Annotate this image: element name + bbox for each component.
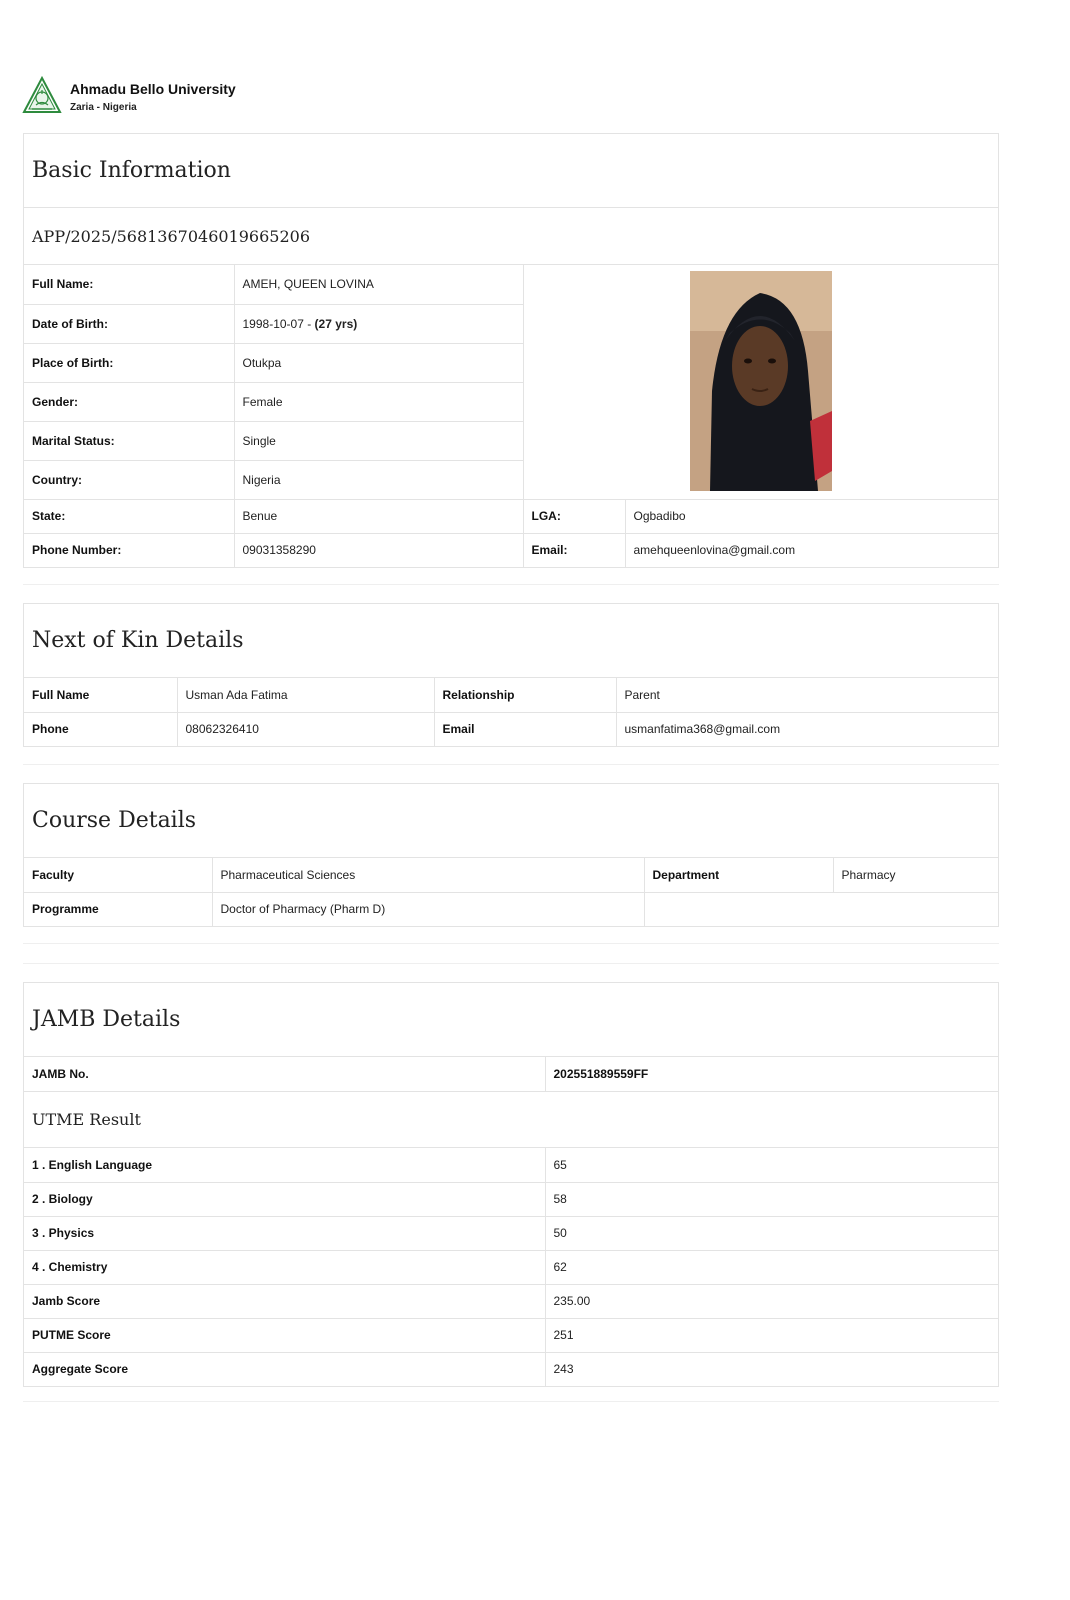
kin-name-label: Full Name	[24, 678, 177, 712]
utme-subject-label: 1 . English Language	[24, 1148, 545, 1182]
utme-subject-label: 3 . Physics	[24, 1216, 545, 1250]
putme-score-label: PUTME Score	[24, 1318, 545, 1352]
jamb-score-label: Jamb Score	[24, 1284, 545, 1318]
section-divider	[23, 584, 999, 585]
kin-email-value: usmanfatima368@gmail.com	[616, 712, 998, 746]
marital-status-value: Single	[234, 421, 523, 460]
phone-label: Phone Number:	[24, 533, 234, 567]
kin-phone-value: 08062326410	[177, 712, 434, 746]
kin-name-value: Usman Ada Fatima	[177, 678, 434, 712]
utme-subject-score: 50	[545, 1216, 998, 1250]
gender-value: Female	[234, 382, 523, 421]
dob-value	[234, 304, 523, 343]
course-details-card	[23, 783, 999, 927]
university-location: Zaria - Nigeria	[70, 102, 137, 113]
applicant-photo	[690, 271, 832, 491]
kin-relationship-value: Parent	[616, 678, 998, 712]
full-name-label: Full Name:	[24, 265, 234, 304]
jamb-details-title: JAMB Details	[24, 983, 998, 1057]
programme-value: Doctor of Pharmacy (Pharm D)	[212, 892, 644, 926]
full-name-value: AMEH, QUEEN LOVINA	[234, 265, 523, 304]
course-details-title: Course Details	[24, 784, 998, 858]
faculty-value: Pharmaceutical Sciences	[212, 858, 644, 892]
jamb-no-value: 202551889559FF	[545, 1057, 998, 1091]
phone-value: 09031358290	[234, 533, 523, 567]
state-label: State:	[24, 499, 234, 533]
jamb-no-label: JAMB No.	[24, 1057, 545, 1091]
kin-phone-label: Phone	[24, 712, 177, 746]
aggregate-score-label: Aggregate Score	[24, 1352, 545, 1386]
section-divider	[23, 963, 999, 964]
faculty-label: Faculty	[24, 858, 212, 892]
utme-subject-score: 62	[545, 1250, 998, 1284]
utme-subject-label: 2 . Biology	[24, 1182, 545, 1216]
dob-date: 1998-10-07 -	[242, 316, 315, 331]
section-divider	[23, 943, 999, 944]
lga-label: LGA:	[523, 499, 625, 533]
place-of-birth-value: Otukpa	[234, 343, 523, 382]
aggregate-score-value: 243	[545, 1352, 998, 1386]
next-of-kin-table	[24, 678, 998, 746]
application-number: APP/2025/5681367046019665206	[24, 208, 998, 265]
email-value: amehqueenlovina@gmail.com	[625, 533, 998, 567]
dob-label: Date of Birth:	[24, 304, 234, 343]
jamb-details-card	[23, 982, 999, 1387]
putme-score-value: 251	[545, 1318, 998, 1352]
jamb-number-table	[24, 1057, 998, 1091]
abu-crest-icon	[22, 76, 62, 116]
country-value: Nigeria	[234, 460, 523, 499]
country-label: Country:	[24, 460, 234, 499]
basic-information-table	[24, 265, 998, 567]
photo-cell	[523, 265, 998, 499]
basic-information-card	[23, 133, 999, 568]
lga-value: Ogbadibo	[625, 499, 998, 533]
email-label: Email:	[523, 533, 625, 567]
state-value: Benue	[234, 499, 523, 533]
empty-cell	[644, 892, 998, 926]
kin-relationship-label: Relationship	[434, 678, 616, 712]
next-of-kin-card	[23, 603, 999, 747]
programme-label: Programme	[24, 892, 212, 926]
utme-subject-label: 4 . Chemistry	[24, 1250, 545, 1284]
course-details-table	[24, 858, 998, 926]
utme-result-table	[24, 1148, 998, 1386]
department-label: Department	[644, 858, 833, 892]
place-of-birth-label: Place of Birth:	[24, 343, 234, 382]
section-divider	[23, 764, 999, 765]
kin-email-label: Email	[434, 712, 616, 746]
section-divider	[23, 1401, 999, 1402]
university-header	[22, 76, 236, 116]
gender-label: Gender:	[24, 382, 234, 421]
dob-age: (27 yrs)	[314, 316, 358, 331]
university-name: Ahmadu Bello University	[70, 81, 236, 97]
marital-status-label: Marital Status:	[24, 421, 234, 460]
jamb-score-value: 235.00	[545, 1284, 998, 1318]
utme-subject-score: 65	[545, 1148, 998, 1182]
utme-subject-score: 58	[545, 1182, 998, 1216]
department-value: Pharmacy	[833, 858, 998, 892]
basic-information-title: Basic Information	[24, 134, 998, 208]
utme-result-title: UTME Result	[24, 1091, 998, 1148]
next-of-kin-title: Next of Kin Details	[24, 604, 998, 678]
